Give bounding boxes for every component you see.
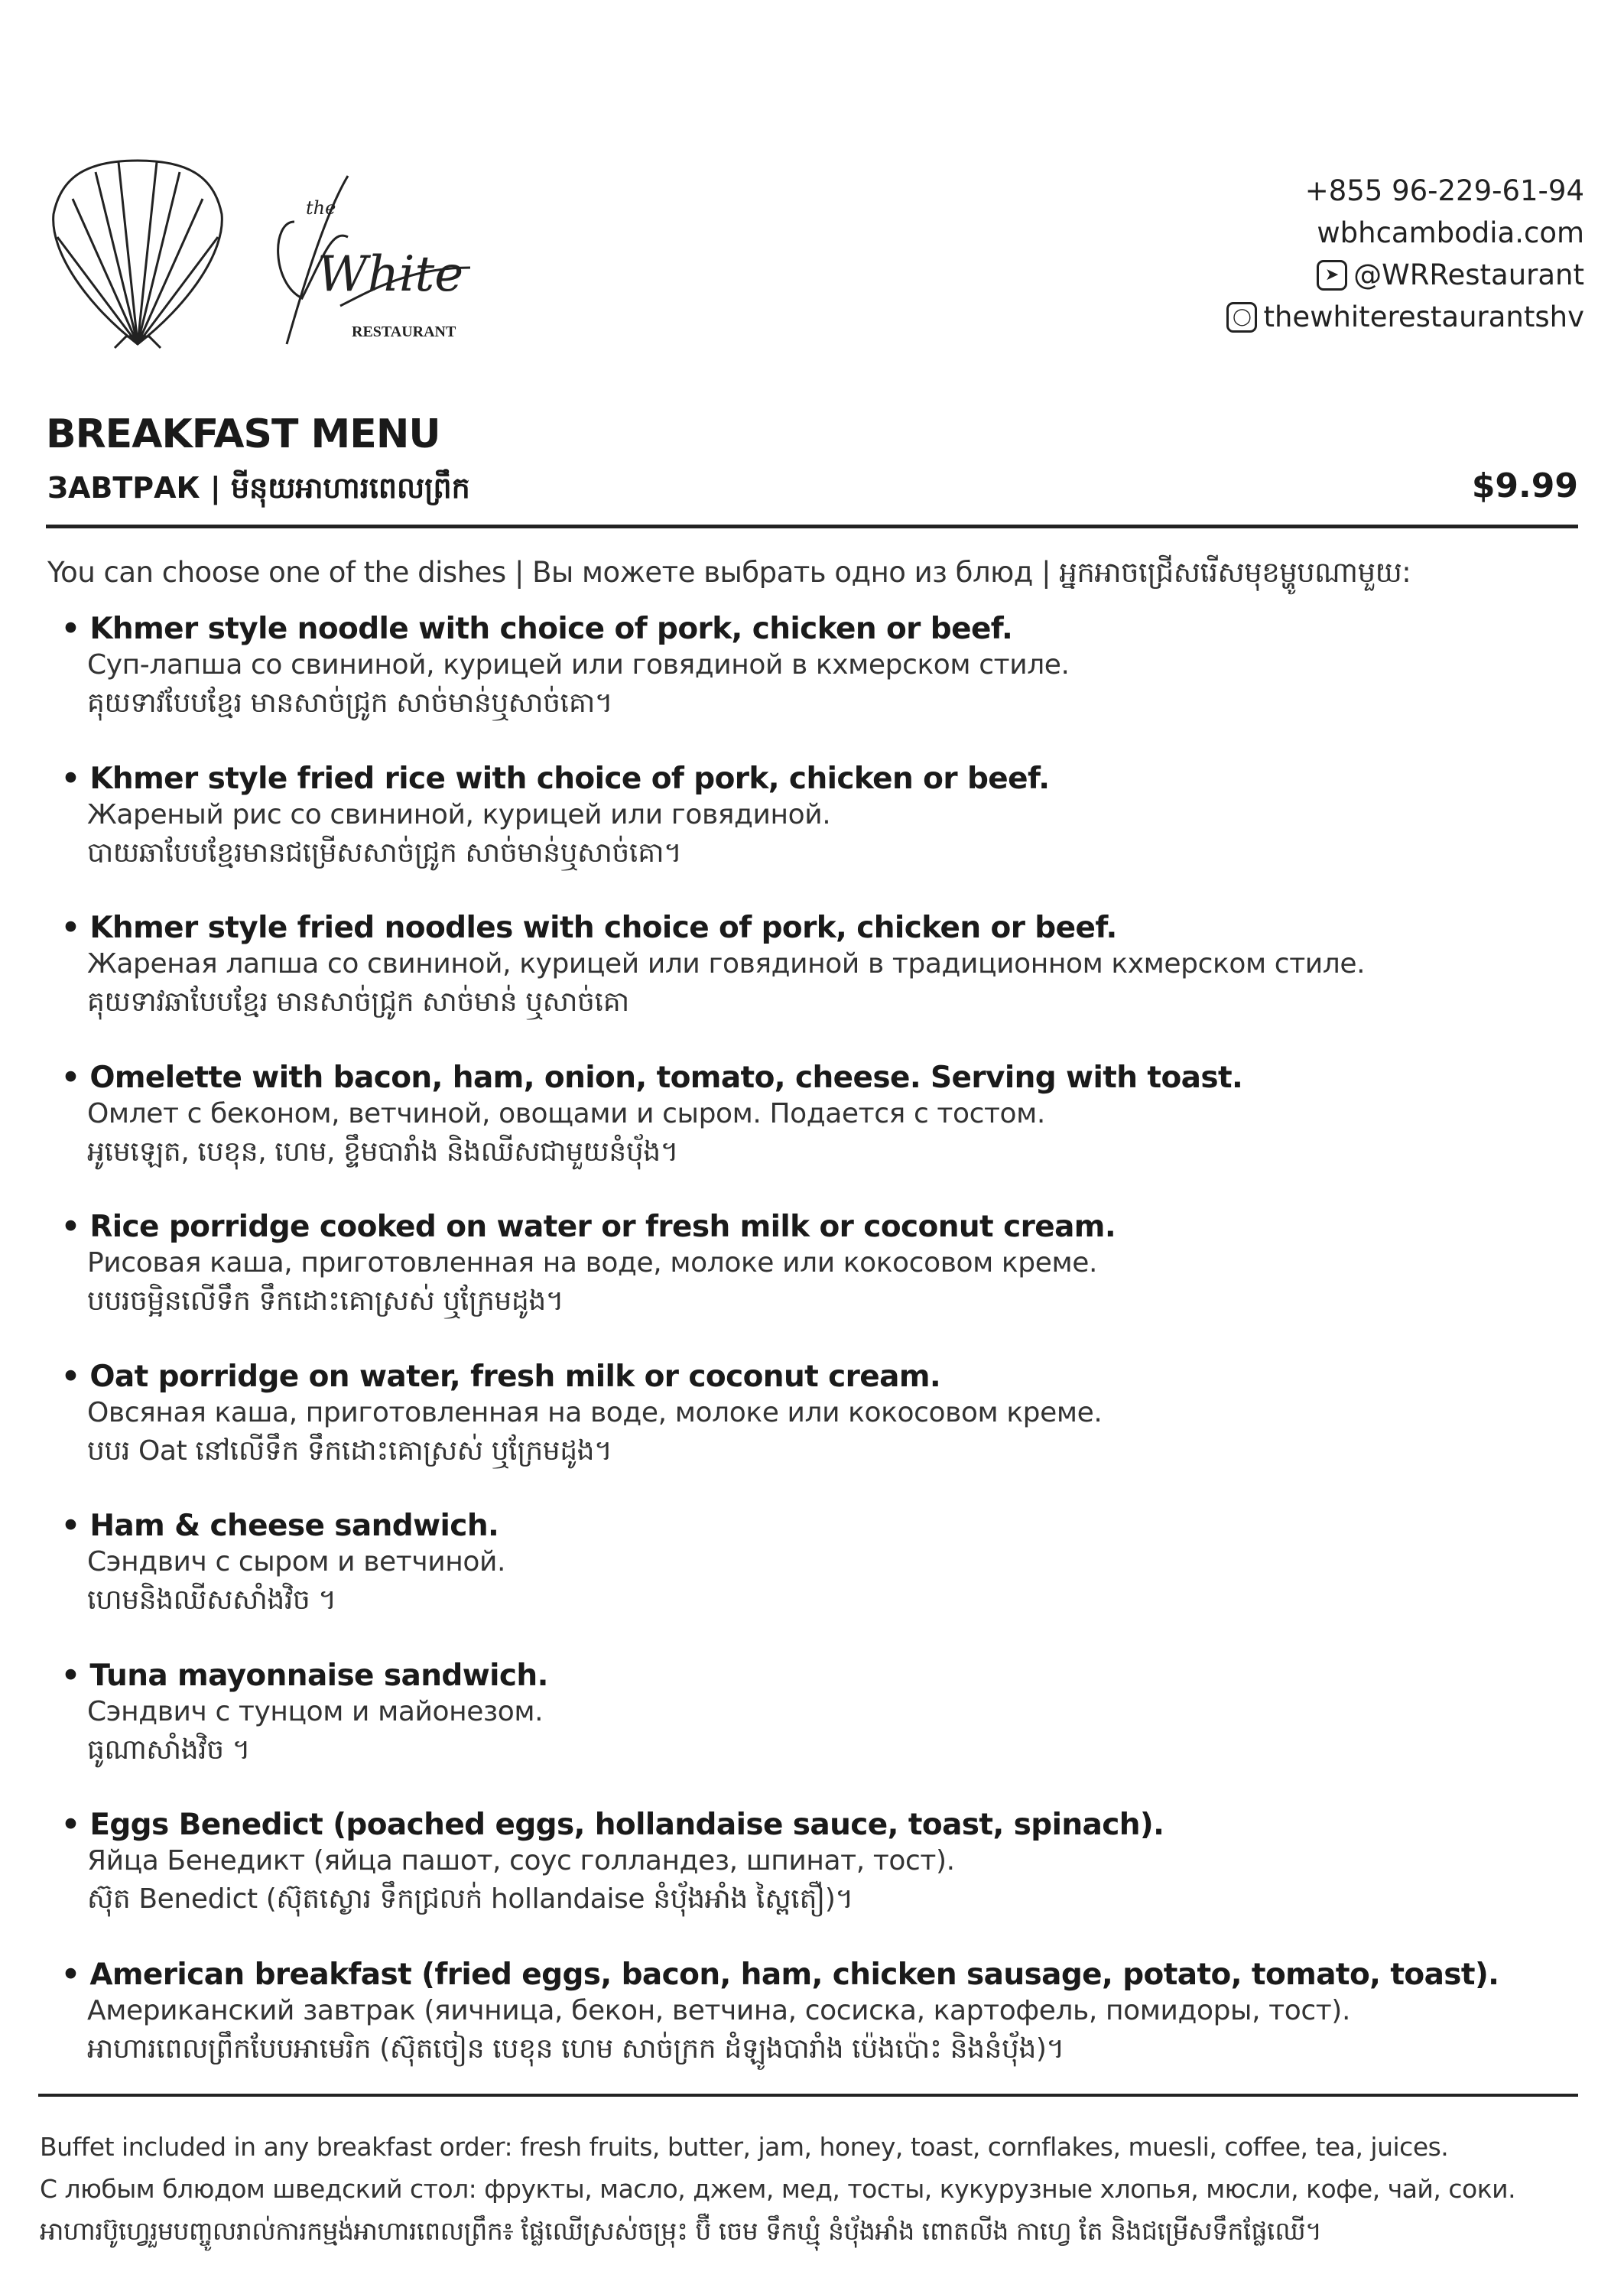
menu-item-russian: Жареная лапша со свининой, курицей или говядиной в традиционном кхмерском стиле. xyxy=(87,948,1366,980)
menu-item xyxy=(61,1360,1613,1509)
menu-item-khmer: គុយទាវឆាបែបខ្មែរ មានសាច់ជ្រូក សាច់មាន់ ឬសាច់គោ xyxy=(87,986,629,1018)
menu-item-title: • Ham & cheese sandwich. xyxy=(61,1509,1613,1543)
menu-item-khmer: ធូណាសាំងវិច ។ xyxy=(87,1733,251,1766)
menu-item-khmer: គុយទាវបែបខ្មែរ មានសាច់ជ្រូក សាច់មាន់ឬសាច់គោ។ xyxy=(87,687,613,719)
menu-item-russian: Сэндвич с тунцом и майонезом. xyxy=(87,1695,544,1727)
restaurant-logo xyxy=(42,153,501,359)
menu-item-russian: Сэндвич с сыром и ветчиной. xyxy=(87,1546,506,1578)
header-divider xyxy=(46,525,1578,528)
svg-text:White: White xyxy=(317,246,464,303)
menu-item-khmer: ស៊ុត Benedict (ស៊ុតស្ងោរ ទឹកជ្រលក់ hollandaise នំប៉័ងអាំង ស្ពៃតឿ)។ xyxy=(87,1883,853,1915)
menu-item-title: • Rice porridge cooked on water or fresh milk or coconut cream. xyxy=(61,1210,1613,1244)
menu-title: BREAKFAST MENU xyxy=(46,411,440,457)
menu-item-khmer: អាហារពេលព្រឹកបែបអាមេរិក (ស៊ុតចៀន បេខុន ហេម សាច់ក្រក ដំឡូងបារាំង ប៉េងប៉ោះ និងនំប៉័ង)។ xyxy=(87,2032,1064,2065)
buffet-note-en: Buffet included in any breakfast order: fresh fruits, butter, jam, honey, toast, cornflakes, muesli, coffee, tea, juices. xyxy=(40,2132,1449,2162)
menu-item-list xyxy=(61,612,1613,2107)
menu-item-title: • Khmer style fried noodles with choice of pork, chicken or beef. xyxy=(61,911,1613,945)
menu-item xyxy=(61,1509,1613,1659)
menu-item-khmer: បាយឆាបែបខ្មែរមានជម្រើសសាច់ជ្រូក សាច់មាន់ឬសាច់គោ។ xyxy=(87,837,682,869)
instagram-handle[interactable]: thewhiterestaurantshv xyxy=(1263,301,1584,333)
menu-item-title: • Oat porridge on water, fresh milk or coconut cream. xyxy=(61,1360,1613,1394)
shell-logo-icon xyxy=(42,153,501,359)
menu-item-title: • Omelette with bacon, ham, onion, tomato, cheese. Serving with toast. xyxy=(61,1061,1613,1095)
contact-info xyxy=(1226,170,1584,338)
menu-item xyxy=(61,1061,1613,1210)
menu-item-russian: Суп-лапша со свининой, курицей или говядиной в кхмерском стиле. xyxy=(87,649,1070,681)
menu-item xyxy=(61,1808,1613,1958)
menu-item-khmer: ហេមនិងឈីសសាំងវិច ។ xyxy=(87,1584,336,1616)
menu-item-khmer: បបរ Oat នៅលើទឹក ទឹកដោះគោស្រស់ ឬក្រែមដូង។ xyxy=(87,1435,612,1467)
menu-subtitle: ЗАВТРАК | មីនុយអាហារពេលព្រឹក xyxy=(47,471,470,505)
buffet-note-km: អាហារប៊ូហ្វេរួមបញ្ចូលរាល់ការកម្មង់អាហារពេលព្រឹក៖ ផ្លែឈើស្រស់ចម្រុះ ប៊ឺ ចេម ទឹកឃ្មុំ នំប៉័ងអាំង ពោតលីង កាហ្វេ តែ និងជម្រើសទឹកផ្លែឈើ។ xyxy=(40,2216,1322,2246)
telegram-handle[interactable]: @WRRestaurant xyxy=(1353,258,1584,291)
menu-item xyxy=(61,1958,1613,2107)
menu-item xyxy=(61,911,1613,1061)
menu-item-russian: Омлет с беконом, ветчиной, овощами и сыром. Подается с тостом. xyxy=(87,1097,1045,1129)
menu-item-title: • Eggs Benedict (poached eggs, hollandaise sauce, toast, spinach). xyxy=(61,1808,1613,1842)
menu-item-russian: Яйца Бенедикт (яйца пашот, соус голландез, шпинат, тост). xyxy=(87,1845,955,1876)
buffet-note-ru: С любым блюдом шведский стол: фрукты, масло, джем, мед, тосты, кукурузные хлопья, мюсли, кофе, чай, соки. xyxy=(40,2174,1516,2204)
menu-item-russian: Рисовая каша, приготовленная на воде, молоке или кокосовом креме. xyxy=(87,1247,1098,1279)
menu-intro: You can choose one of the dishes | Вы можете выбрать одно из блюд | អ្នកអាចជ្រើសរើសមុខម្ហូបណាមួយ: xyxy=(47,556,1411,589)
instagram-icon: ◯ xyxy=(1226,302,1257,333)
menu-item-title: • Tuna mayonnaise sandwich. xyxy=(61,1659,1613,1693)
menu-item-title: • American breakfast (fried eggs, bacon, ham, chicken sausage, potato, tomato, toast). xyxy=(61,1958,1613,1992)
website-link[interactable]: wbhcambodia.com xyxy=(1317,216,1584,249)
telegram-icon: ➤ xyxy=(1317,260,1347,291)
buffet-note xyxy=(40,2126,1515,2252)
menu-item-russian: Американский завтрак (яичница, бекон, ветчина, сосиска, картофель, помидоры, тост). xyxy=(87,1994,1350,2026)
menu-item xyxy=(61,762,1613,911)
svg-text:RESTAURANT: RESTAURANT xyxy=(352,323,456,340)
menu-item-khmer: បបរចម្អិនលើទឹក ទឹកដោះគោស្រស់ ឬក្រែមដូង។ xyxy=(87,1285,564,1317)
svg-text:the: the xyxy=(306,197,336,219)
menu-item-title: • Khmer style noodle with choice of pork, chicken or beef. xyxy=(61,612,1613,646)
menu-item-khmer: អូមេឡេត, បេខុន, ហេម, ខ្ទឹមបារាំង និងឈីសជាមួយនំប៉័ង។ xyxy=(87,1136,679,1168)
menu-item xyxy=(61,1210,1613,1360)
menu-item xyxy=(61,612,1613,762)
menu-item xyxy=(61,1659,1613,1808)
menu-price: $9.99 xyxy=(1471,466,1578,505)
footer-divider xyxy=(38,2094,1578,2097)
menu-item-russian: Овсяная каша, приготовленная на воде, молоке или кокосовом креме. xyxy=(87,1396,1103,1428)
phone-number[interactable]: +855 96-229-61-94 xyxy=(1304,174,1584,207)
menu-item-title: • Khmer style fried rice with choice of pork, chicken or beef. xyxy=(61,762,1613,796)
menu-item-russian: Жареный рис со свининой, курицей или говядиной. xyxy=(87,798,831,830)
